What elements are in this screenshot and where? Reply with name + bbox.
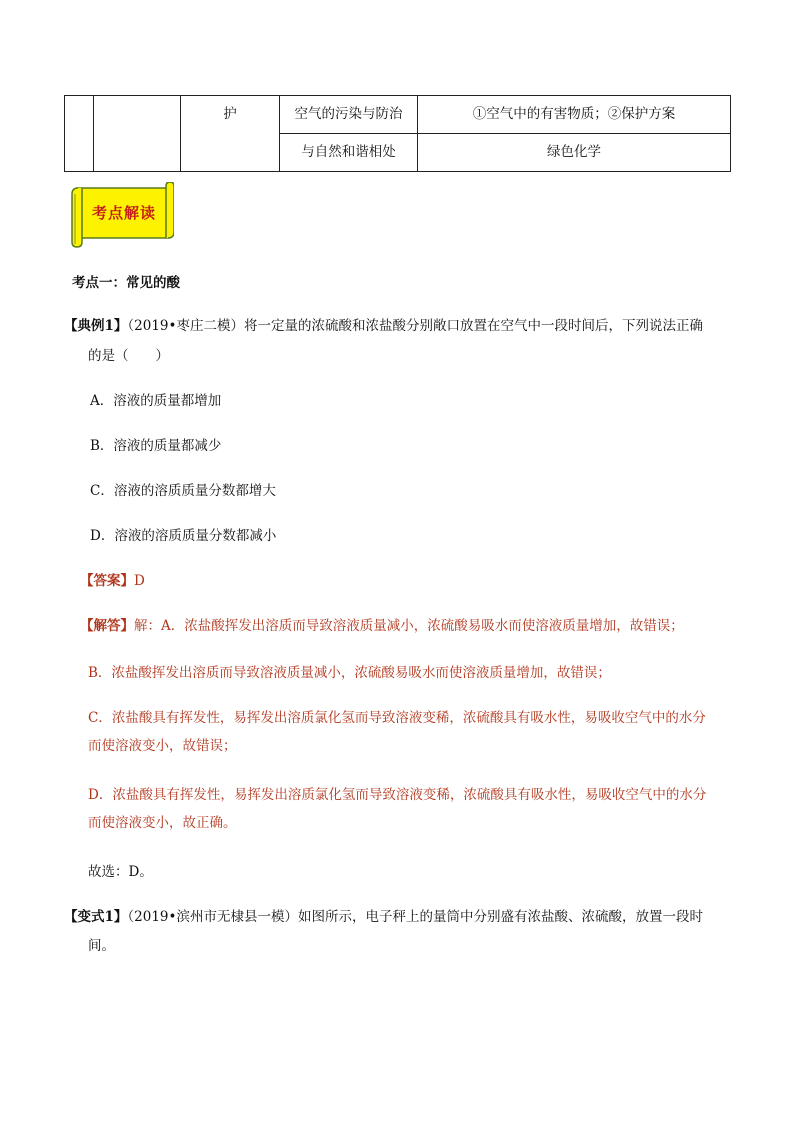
table-cell-text: 与自然和谐相处 (301, 144, 396, 160)
analysis-b-line: B．浓盐酸挥发出溶质而导致溶液质量减小，浓硫酸易吸水而使溶液质量增加，故错误； (88, 665, 611, 681)
answer-line (80, 571, 145, 591)
variant-stem-line1 (64, 907, 703, 927)
option-c: C．溶液的溶质质量分数都增大 (90, 483, 276, 499)
table-cell (181, 96, 280, 172)
analysis-a-text: 解：A．浓盐酸挥发出溶质而导致溶液质量减小，浓硫酸易吸水而使溶液质量增加，故错误； (134, 618, 684, 634)
table-cell (418, 96, 731, 134)
table-cell (94, 96, 181, 172)
option-b: B．溶液的质量都减少 (90, 438, 222, 454)
analysis-c-line1: C．浓盐酸具有挥发性，易挥发出溶质氯化氢而导致溶液变稀，浓硫酸具有吸水性，易吸收空气中的水分 (88, 710, 706, 726)
option-d: D．溶液的溶质质量分数都减小 (90, 528, 277, 544)
banner-label: 考点解读 (91, 204, 156, 222)
curriculum-table (64, 95, 731, 172)
variant-source: （2019•滨州市无棣县一模） (127, 909, 298, 925)
table-cell-text: 空气的污染与防治 (294, 106, 403, 122)
table-cell-text: ①空气中的有害物质；②保护方案 (472, 106, 676, 122)
table-cell (280, 96, 418, 134)
example-source: （2019•枣庄二模） (127, 318, 244, 334)
example-stem-text: 将一定量的浓硫酸和浓盐酸分别敞口放置在空气中一段时间后，下列说法正确 (243, 318, 703, 334)
analysis-a-line (80, 616, 684, 636)
variant-tag: 【变式1】 (64, 909, 128, 925)
choose-line: 故选：D。 (88, 864, 153, 880)
analysis-d-line2: 而使溶液变小，故正确。 (88, 815, 237, 831)
option-a: A．溶液的质量都增加 (90, 393, 222, 409)
section-title: 考点一：常见的酸 (72, 275, 180, 291)
example-tag: 【典例1】 (64, 318, 128, 334)
table-cell-text: 护 (223, 106, 237, 122)
table-cell (65, 96, 94, 172)
example-stem-line1 (64, 316, 703, 336)
table-cell (280, 134, 418, 172)
answer-value: D (134, 573, 145, 589)
table-row (65, 96, 731, 134)
variant-stem-line2: 间。 (88, 938, 115, 954)
answer-tag: 【答案】 (80, 573, 134, 589)
variant-stem-text: 如图所示，电子秤上的量筒中分别盛有浓盐酸、浓硫酸，放置一段时 (297, 909, 703, 925)
analysis-d-line1: D．浓盐酸具有挥发性，易挥发出溶质氯化氢而导致溶液变稀，浓硫酸具有吸水性，易吸收空气中的水分 (88, 787, 707, 803)
table-cell (418, 134, 731, 172)
table-cell-text: 绿色化学 (547, 144, 601, 160)
analysis-tag: 【解答】 (80, 618, 134, 634)
example-stem-line2: 的是（ ） (88, 348, 169, 364)
analysis-c-line2: 而使溶液变小，故错误； (88, 738, 237, 754)
